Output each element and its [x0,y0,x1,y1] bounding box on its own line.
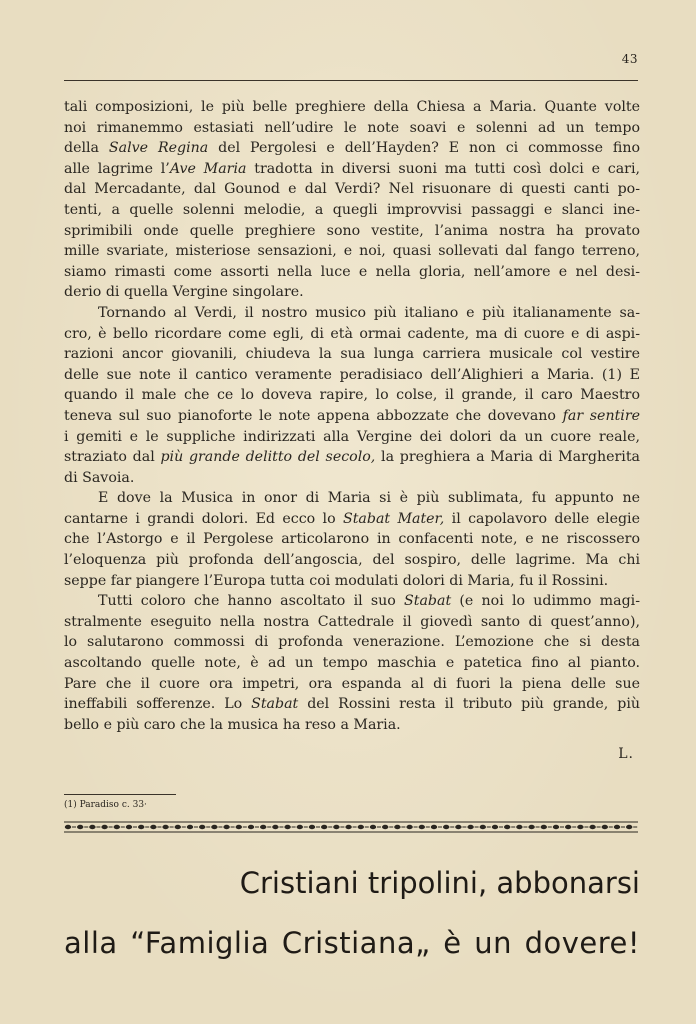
article-line: sprimibili onde quelle preghiere sono vestite, l’anima nostra ha provato [64,222,640,239]
text-run: Tutti coloro che hanno ascoltato il suo [98,593,405,610]
ornament-bead [370,825,376,829]
text-run: della [64,140,109,157]
footnote-rule [64,794,176,795]
advertisement-line-1: Cristiani tripolini, abbonarsi [239,866,640,900]
ornament-bead [77,825,83,829]
page-number: 43 [621,52,638,66]
ornament-bead [394,825,400,829]
ornament-bead [480,825,486,829]
article-line [64,591,640,612]
header-rule [64,80,638,81]
ornament-bead [443,825,449,829]
article-line [64,159,640,180]
text-run: straziato dal [64,449,161,466]
ornament-bead [406,825,412,829]
text-run: del Rossini resta il tributo più grande, più [298,696,641,713]
ornament-bead [248,825,254,829]
article-line: siamo rimasti come assorti nella luce e nella gloria, nell’amore e nel desi- [64,263,640,280]
ornament-bead [382,825,388,829]
article-line: E dove la Musica in onor di Maria si è più sublimata, fu appunto ne [98,490,640,507]
ornament-bead [187,825,193,829]
ornament-bead [175,825,181,829]
ornament-bead [626,825,632,829]
ornament-bead [541,825,547,829]
italic-phrase: Stabat Mater, [343,510,445,527]
article-line: cro, è bello ricordare come egli, di età ormai cadente, ma di cuore e di aspi- [64,325,640,342]
italic-phrase: più grande delitto del secolo, [160,449,376,466]
italic-phrase: Salve Regina [108,140,209,157]
ornament-bead [589,825,595,829]
article-line: mille svariate, misteriose sensazioni, e noi, quasi sollevati dal fango terreno, [64,243,640,260]
author-signature: L. [618,746,634,762]
article-line: di Savoia. [64,469,135,486]
ornament-bead [516,825,522,829]
article-line: dal Mercadante, dal Gounod e dal Verdi? Nel risuonare di questi canti po- [64,181,640,198]
text-run: il capolavoro delle elegie [444,510,640,527]
article-body [64,97,640,735]
text-run: del Pergolesi e dell’Hayden? E non ci commosse fino [208,140,640,157]
article-line: l’eloquenza più profonda dell’angoscia, del sospiro, delle lagrime. Ma chi [64,552,640,569]
text-run: ineffabili sofferenze. Lo [64,696,252,713]
text-run: (e noi lo udimmo magi- [451,593,641,610]
text-run: tradotta in diversi suoni ma tutti così dolci e cari, [246,160,640,177]
ornament-bead [504,825,510,829]
article-line: bello e più caro che la musica ha reso a Maria. [64,716,401,733]
article-line: che l’Astorgo e il Pergolese articolarono in confacenti note, e ne riscossero [64,531,640,548]
article-line: quando il male che ce lo doveva rapire, lo colse, il grande, il caro Maestro [64,387,640,404]
article-line: tali composizioni, le più belle preghiere della Chiesa a Maria. Quante volte [64,99,640,115]
ornament-bead [467,825,473,829]
article-line: delle sue note il cantico veramente peradisiaco dell’Alighieri a Maria. (1) E [64,366,640,383]
ornament-bead [577,825,583,829]
ornament-bead [455,825,461,829]
ornamental-divider [64,820,638,834]
article-line: derio di quella Vergine singolare. [64,284,304,301]
ornament-bead [114,825,120,829]
ornament-bead [297,825,303,829]
italic-phrase: Stabat [404,593,452,610]
ornament-bead [162,825,168,829]
footnote: (1) Paradiso c. 33· [64,800,147,810]
ornament-bead [309,825,315,829]
ornament-bead [528,825,534,829]
ornament-bead [602,825,608,829]
article-line [64,406,640,427]
article-line [64,694,640,715]
ornament-bead [492,825,498,829]
text-run: la preghiera a Maria di Margherita [375,449,640,466]
article-line [64,447,640,468]
article-line [64,509,640,530]
text-run: cantarne i grandi dolori. Ed ecco lo [64,510,343,527]
article-line: tenti, a quelle solenni melodie, a quegli improvvisi passaggi e slanci ine- [64,201,640,218]
article-line: noi rimanemmo estasiati nell’udire le note soavi e solenni ad un tempo [64,119,640,136]
ornament-bead [236,825,242,829]
ornament-bead [126,825,132,829]
italic-phrase: Stabat [251,696,299,713]
ornament-bead [199,825,205,829]
article-line: razioni ancor giovanili, chiudeva la sua lunga carriera musicale col vestire [64,346,640,363]
article-line: i gemiti e le suppliche indirizzati alla Vergine dei dolori da un cuore reale, [64,428,640,445]
ornament-bead [614,825,620,829]
italic-phrase: far sentire [562,407,640,424]
article-line: Pare che il cuore ora impetri, ora espanda al di fuori la piena delle sue [64,675,640,692]
ornament-bead [272,825,278,829]
article-line: ascoltando quelle note, è ad un tempo maschia e patetica fino al pianto. [64,655,640,672]
ornament-bead [321,825,327,829]
ornament-bead [65,825,71,829]
ornament-bead [345,825,351,829]
ornament-bead [431,825,437,829]
ornament-bead [138,825,144,829]
ornament-bead [565,825,571,829]
ornament-bead [89,825,95,829]
ornament-bead [553,825,559,829]
ornament-bead [333,825,339,829]
article-line: Tornando al Verdi, il nostro musico più italiano e più italianamente sa- [98,304,640,321]
ornament-bead [150,825,156,829]
ornament-bead [284,825,290,829]
ornament-bead [358,825,364,829]
ornament-bead [260,825,266,829]
ornament-bead [223,825,229,829]
article-line: seppe far piangere l’Europa tutta coi modulati dolori di Maria, fu il Rossini. [64,572,609,589]
article-line [64,138,640,159]
article-line: lo salutarono commossi di profonda venerazione. L’emozione che si desta [64,634,640,651]
italic-phrase: Ave Maria [169,160,247,177]
ornament-bead [101,825,107,829]
advertisement-line-2: alla “Famiglia Cristiana„ è un dovere! [64,926,640,960]
article-line: stralmente eseguito nella nostra Cattedrale il giovedì santo di quest’anno), [64,613,640,630]
text-run: teneva sul suo pianoforte le note appena abbozzate che dovevano [64,407,563,424]
text-run: alle lagrime l’ [64,160,170,177]
ornament-bead [419,825,425,829]
ornament-bead [211,825,217,829]
